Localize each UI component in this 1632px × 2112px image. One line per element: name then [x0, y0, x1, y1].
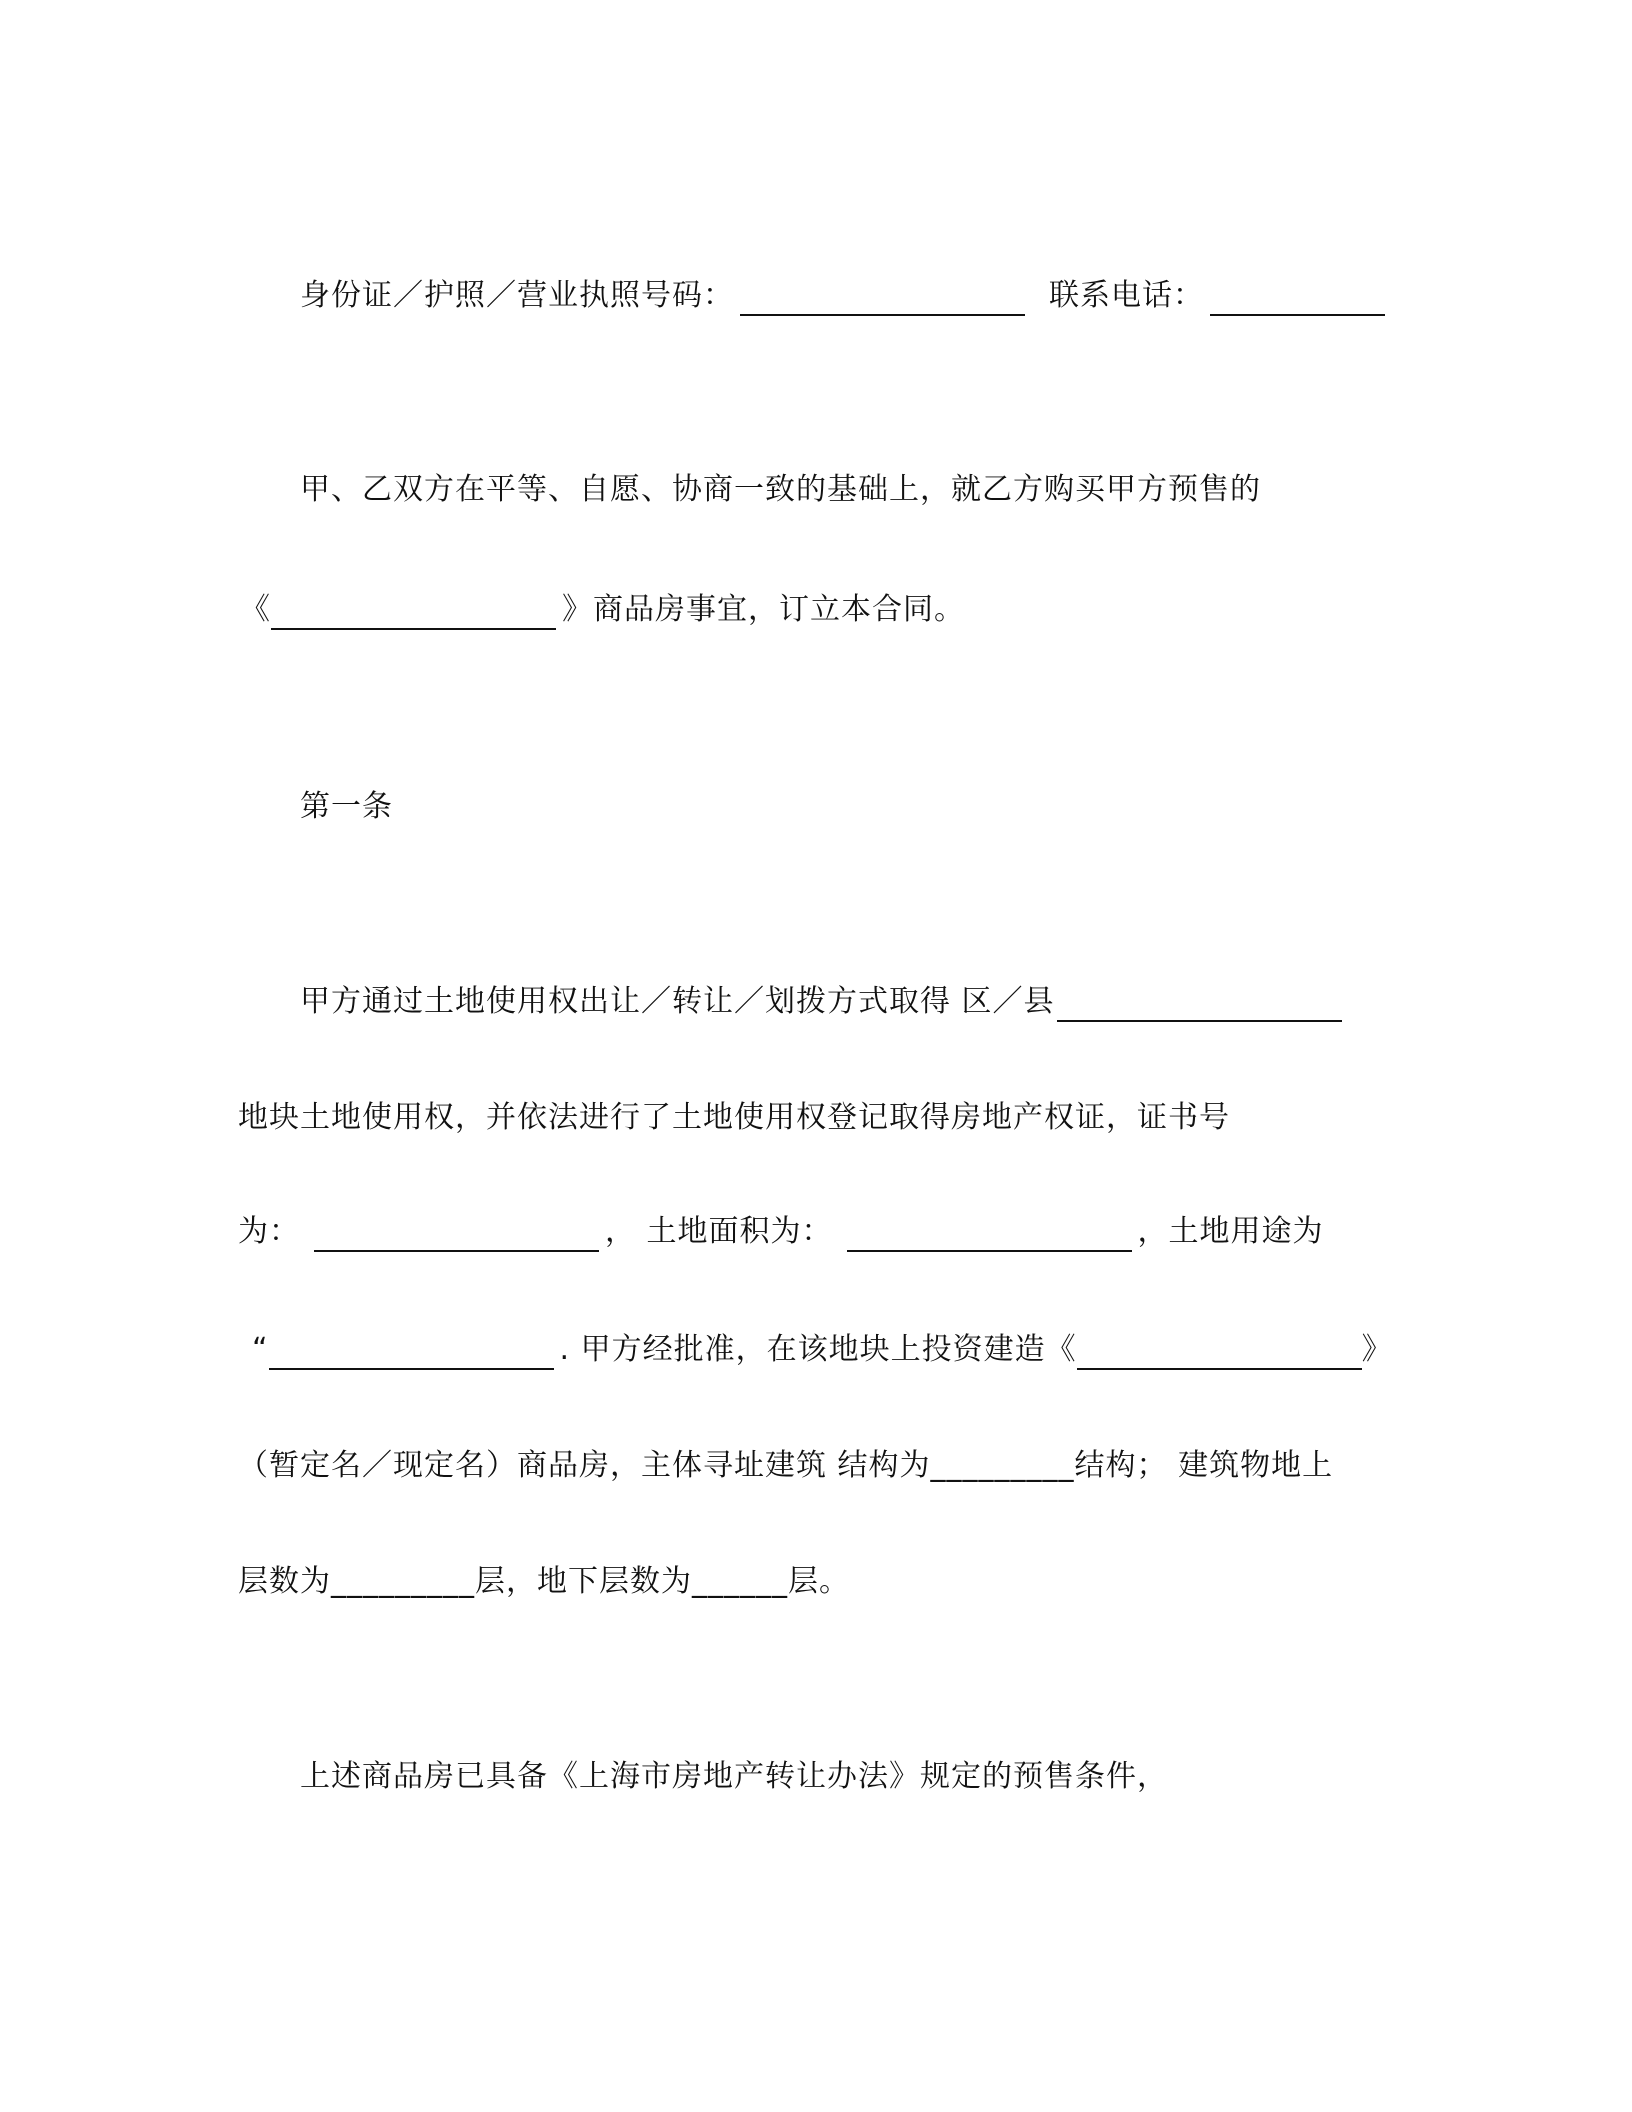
- floors-below-label: 层，地下层数为: [475, 1564, 692, 1599]
- intro-close-text: 》商品房事宜，订立本合同。: [562, 592, 965, 627]
- project-close-quote: 》: [1361, 1332, 1393, 1367]
- intro-line-1: 甲、乙双方在平等、自愿、协商一致的基础上，就乙方购买甲方预售的: [300, 472, 1261, 507]
- floors-unit: 层。: [788, 1564, 850, 1599]
- id-phone-line: [300, 276, 1391, 316]
- phone-label: 联系电话：: [1049, 278, 1204, 313]
- land-area-blank[interactable]: [847, 1218, 1132, 1252]
- p1-line-6: [238, 1562, 850, 1602]
- floors-above-blank[interactable]: _________: [331, 1564, 475, 1599]
- cert-number-blank[interactable]: [314, 1218, 599, 1252]
- land-use-blank[interactable]: [269, 1336, 554, 1370]
- id-number-label: 身份证／护照／营业执照号码：: [300, 278, 734, 313]
- floors-above-lead: 结构； 建筑物地上: [1074, 1448, 1334, 1483]
- article-1-heading: 第一条: [300, 789, 393, 824]
- floors-below-blank[interactable]: ______: [692, 1564, 788, 1599]
- intro-open-quote: 《: [240, 592, 271, 627]
- p1-line-1: [300, 982, 1348, 1022]
- project-name-blank[interactable]: [1077, 1336, 1362, 1370]
- structure-text: （暂定名／现定名）商品房，主体寻址建筑 结构为: [238, 1448, 931, 1483]
- p1-line-3: [238, 1212, 1324, 1252]
- structure-blank[interactable]: _________: [930, 1448, 1075, 1483]
- property-name-blank[interactable]: [271, 596, 556, 630]
- p1-line-2: 地块土地使用权，并依法进行了土地使用权登记取得房地产权证，证书号: [238, 1100, 1230, 1135]
- floors-label: 层数为: [238, 1564, 331, 1599]
- p2-line-1: 上述商品房已具备《上海市房地产转让办法》规定的预售条件，: [300, 1759, 1168, 1794]
- land-area-label: ， 土地面积为：: [605, 1214, 833, 1249]
- intro-line-2: [240, 590, 965, 630]
- approval-text: . 甲方经批准，在该地块上投资建造《: [559, 1332, 1077, 1367]
- phone-blank[interactable]: [1210, 282, 1385, 316]
- p1-line-1-text: 甲方通过土地使用权出让／转让／划拨方式取得 区／县: [300, 984, 1055, 1019]
- land-use-open-quote: “: [252, 1332, 269, 1367]
- land-use-label: ，土地用途为: [1137, 1214, 1324, 1249]
- p1-line-4: [252, 1330, 1393, 1370]
- cert-label: 为：: [238, 1214, 300, 1249]
- p1-line-5: [238, 1446, 1333, 1486]
- district-blank[interactable]: [1057, 988, 1342, 1022]
- id-number-blank[interactable]: [740, 282, 1025, 316]
